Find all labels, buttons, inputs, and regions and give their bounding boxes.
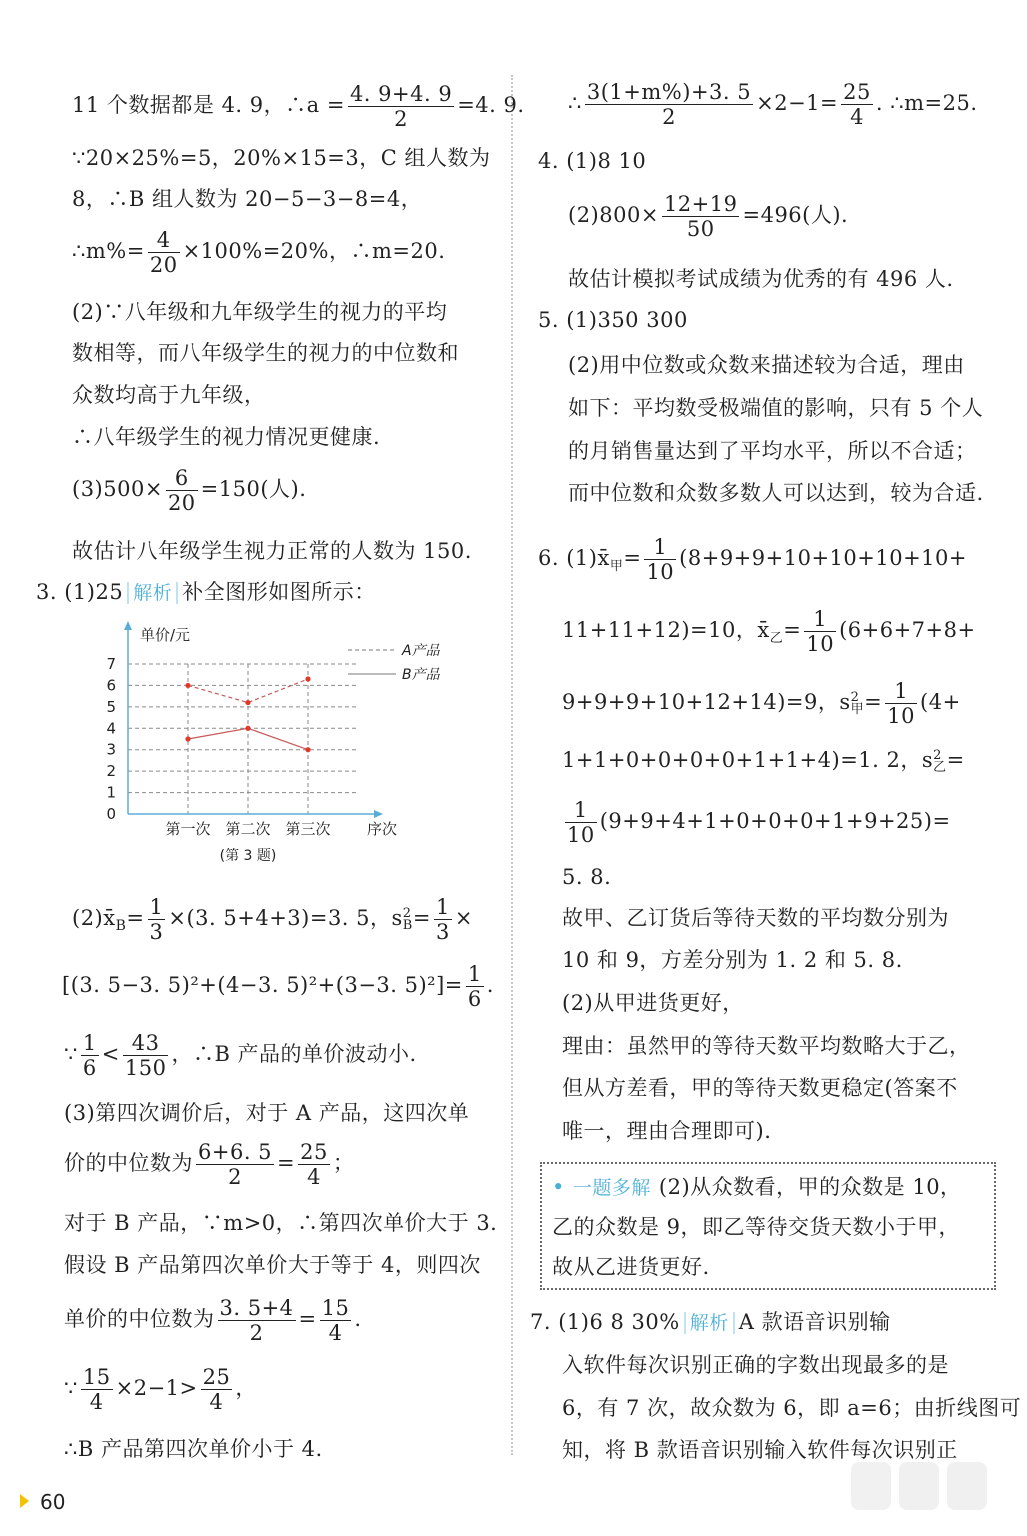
fraction: $\frac{25}{4}$: [843, 80, 871, 129]
text-line: ∵20×25%=5，20%×15=3，C 组人数为: [72, 146, 491, 170]
column-divider: [511, 75, 513, 1455]
page-number: 60: [40, 1490, 66, 1514]
data-point: [305, 676, 310, 681]
text-line: 单价的中位数为 $\frac{3. 5+4}{2}$ = $\frac{15}{4}$ .: [64, 1296, 362, 1345]
fraction: $\frac{25}{4}$: [300, 1140, 328, 1189]
fraction: $\frac{1}{6}$: [82, 1031, 97, 1080]
x-axis-arrow-icon: [374, 810, 383, 818]
y-tick-label: 5: [106, 697, 116, 716]
text-line: 11 个数据都是 4. 9，∴a = $\frac{4. 9+4. 9}{2}$ =4. 9.: [72, 82, 525, 131]
fraction: $\frac{43}{150}$: [124, 1031, 167, 1080]
text-line: 5. 8.: [562, 865, 612, 889]
x-tick-label: 第三次: [285, 820, 331, 838]
fraction: $\frac{1}{3}$: [149, 895, 164, 944]
series-line-b: [188, 728, 308, 749]
text-line: ∵ $\frac{1}{6}$ < $\frac{43}{150}$ ，∴B 产品的单价波动小.: [64, 1031, 417, 1080]
text-line: 故甲、乙订货后等待天数的平均数分别为: [562, 906, 949, 930]
text-line: ∵ $\frac{15}{4}$ ×2−1> $\frac{25}{4}$ ，: [64, 1365, 257, 1414]
text-line: 入软件每次识别正确的字数出现最多的是: [562, 1353, 949, 1377]
text-line: (2)∵八年级和九年级学生的视力的平均: [72, 300, 448, 324]
text-line: • 一题多解 (2)从众数看，甲的众数是 10，: [552, 1175, 962, 1199]
dot-icon: •: [552, 1175, 565, 1199]
text-line: 10 和 9，方差分别为 1. 2 和 5. 8.: [562, 948, 903, 972]
text-line: $(2)x̄_B=$ $\frac{1}{3}$ ×(3. 5+4+3)=3. 5，s 2 B = $\frac{1}{3}$ ×: [72, 895, 473, 944]
data-point: [185, 683, 190, 688]
text-line: 6. $(1)x̄_甲=$ $\frac{1}{10}$ (8+9+9+10+10+10+10+: [538, 535, 968, 584]
fraction: $\frac{3(1+m\%)+3. 5}{2}$: [586, 80, 752, 129]
y-tick-label: 7: [106, 655, 116, 673]
text-line: 9+9+9+10+12+14)=9，s 2 甲 = $\frac{1}{10}$ (4+: [562, 679, 961, 728]
text-line: ∴八年级学生的视力情况更健康.: [72, 425, 381, 449]
data-point: [245, 700, 250, 705]
text-line: ∴B 产品第四次单价小于 4.: [64, 1437, 323, 1461]
text-line: 但从方差看，甲的等待天数更稳定(答案不: [562, 1076, 958, 1100]
y-axis-arrow-icon: [124, 621, 132, 630]
fraction: $\frac{15}{4}$: [321, 1296, 350, 1345]
text-line: 唯一，理由合理即可).: [562, 1119, 772, 1143]
text-line: 如下：平均数受极端值的影响，只有 5 个人: [568, 396, 984, 420]
fraction: $\frac{1}{6}$: [467, 962, 482, 1011]
text-line: (2)800× $\frac{12+19}{50}$ =496(人).: [568, 192, 849, 241]
text-line: (3)500× $\frac{6}{20}$ =150(人).: [72, 466, 307, 515]
text-line: 7. (1)6 8 30% 解析 A 款语音识别输: [530, 1310, 891, 1334]
fraction: $\frac{15}{4}$: [82, 1365, 111, 1414]
fraction: $\frac{4. 9+4. 9}{2}$: [349, 82, 453, 131]
text-line: (3)第四次调价后，对于 A 产品，这四次单: [64, 1101, 470, 1125]
text-line: 价的中位数为 $\frac{6+6. 5}{2}$ = $\frac{25}{4}$ ；: [64, 1140, 355, 1189]
text-line: 数相等，而八年级学生的视力的中位数和: [72, 341, 459, 365]
analysis-tag: 解析: [684, 1312, 735, 1334]
fraction: $\frac{6}{20}$: [167, 466, 196, 515]
text-line: 假设 B 产品第四次单价大于等于 4，则四次: [64, 1253, 481, 1277]
text-line: (2)用中位数或众数来描述较为合适，理由: [568, 353, 965, 377]
chart-caption: (第 3 题): [219, 848, 277, 864]
text-line: 8，∴B 组人数为 20−5−3−8=4，: [72, 187, 423, 211]
price-line-chart: [108, 618, 488, 870]
text-line: 4. (1)8 10: [538, 149, 647, 173]
y-tick-label: 2: [106, 762, 116, 781]
text-line: $\frac{1}{10}$ (9+9+4+1+0+0+0+1+9+25)=: [567, 798, 951, 847]
text-line: 众数均高于九年级，: [72, 383, 266, 407]
data-point: [245, 726, 250, 731]
fraction: $\frac{1}{10}$: [806, 607, 835, 656]
fraction: $\frac{1}{10}$: [887, 679, 916, 728]
text-line: 3. (1)25 解析 补全图形如图所示：: [36, 580, 376, 604]
fraction: $\frac{12+19}{50}$: [663, 192, 738, 241]
text-line: (2)从甲进货更好，: [562, 991, 744, 1015]
text-line: 而中位数和众数多数人可以达到，较为合适.: [568, 481, 984, 505]
text-line: ∴m%= $\frac{4}{20}$ ×100%=20%，∴m=20.: [72, 228, 446, 277]
y-tick-label: 4: [106, 719, 116, 738]
text-line: 理由：虽然甲的等待天数平均数略大于乙，: [562, 1034, 971, 1058]
text-line: 故估计八年级学生视力正常的人数为 150.: [72, 539, 472, 563]
data-point: [185, 736, 190, 741]
fraction: $\frac{3. 5+4}{2}$: [219, 1296, 294, 1345]
fraction: $\frac{25}{4}$: [202, 1365, 231, 1414]
text-line: 故从乙进货更好.: [552, 1255, 710, 1279]
data-point: [305, 747, 310, 752]
legend-label: B产品: [402, 667, 440, 683]
page-marker-icon: [20, 1494, 29, 1508]
y-axis-label: 单价/元: [140, 626, 191, 644]
legend-label: A产品: [402, 643, 440, 659]
alt-solution-tag: 一题多解: [572, 1177, 651, 1199]
y-tick-label: 1: [106, 783, 116, 802]
x-tick-label: 第二次: [225, 820, 271, 838]
analysis-tag: 解析: [127, 582, 178, 604]
x-axis-label: 序次: [366, 820, 398, 838]
fraction: $\frac{1}{10}$: [567, 798, 595, 847]
text-line: 对于 B 产品，∵m>0，∴第四次单价大于 3.: [64, 1211, 498, 1235]
fraction: $\frac{4}{20}$: [149, 228, 178, 277]
fraction: $\frac{1}{10}$: [646, 535, 675, 584]
text-line: [(3. 5−3. 5)²+(4−3. 5)²+(3−3. 5)²]= $\frac{1}{6}$ .: [62, 962, 494, 1011]
x-tick-label: 第一次: [165, 820, 211, 838]
text-line: 6，有 7 次，故众数为 6，即 a=6；由折线图可: [562, 1396, 1022, 1420]
text-line: 知，将 B 款语音识别输入软件每次识别正: [562, 1438, 958, 1462]
text-line: 11+11+12)=10，$x̄_乙=$ $\frac{1}{10}$ (6+6+7+8+: [562, 607, 976, 656]
y-tick-label: 0: [106, 805, 116, 823]
y-tick-label: 3: [106, 740, 116, 759]
text-line: 的月销售量达到了平均水平，所以不合适；: [568, 439, 977, 463]
fraction: $\frac{6+6. 5}{2}$: [198, 1140, 273, 1189]
text-line: 乙的众数是 9，即乙等待交货天数小于甲，: [552, 1215, 961, 1239]
text-line: 5. (1)350 300: [538, 308, 688, 332]
watermark-logo: [847, 1456, 1007, 1516]
text-line: ∴ $\frac{3(1+m\%)+3. 5}{2}$ ×2−1= $\frac{25}{4}$ . ∴m=25.: [568, 80, 978, 129]
y-tick-label: 6: [106, 676, 116, 695]
text-line: 1+1+0+0+0+0+1+1+4)=1. 2，s 2 乙 =: [562, 747, 965, 775]
text-line: 故估计模拟考试成绩为优秀的有 496 人.: [568, 267, 954, 291]
fraction: $\frac{1}{3}$: [435, 895, 450, 944]
